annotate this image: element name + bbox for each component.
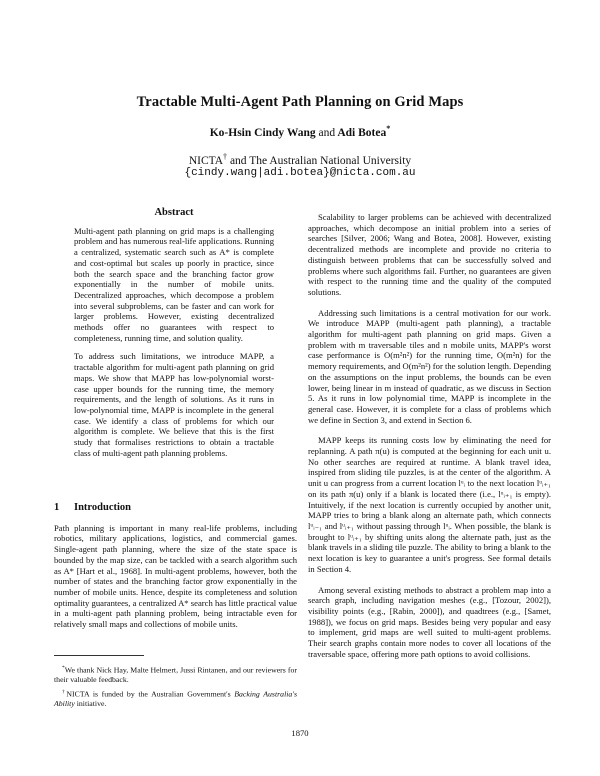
introduction-heading	[54, 503, 297, 514]
affiliation-nicta: NICTA	[188, 154, 224, 167]
affiliation	[0, 152, 600, 167]
right-paragraph-2: Addressing such limitations is a central motivation for our work. We introduce MAPP (multi-agent path planning), a tractable algorithm for multi-agent path planning on grid maps. Given a problem with m traversable tiles and n mobile units, MAPP's worst case performance is O(m²n²) for the running time, O(m²n) for the memory requirements, and O(m²n²) for the solution length. Depending on the assumptions on the input problems, the bounds can be even lower, being linear in m instead of quadratic, as we discuss in Section 5. As it runs in low polynomial time, MAPP is incomplete in the general case. However, it is complete for a class of problems which we define in Section 3, and extend in Section 6.	[308, 307, 551, 425]
introduction-section	[54, 503, 297, 630]
section-title: Introduction	[74, 502, 131, 513]
introduction-paragraph-1: Path planning is important in many real-life problems, including robotics, military applications, logistics, and commercial games. Single-agent path planning, where the size of the state space is bounded by the map size, can be tackled with a search algorithm such as A* [Hart et al., 1968]. In multi-agent problems, however, both the number of states and the branching factor grow exponentially in the number of mobile units. Hence, despite its completeness and solution optimality guarantees, a centralized A* search has little practical value in a multi-agent path planning problem, being intractable even for relatively small maps and collections of mobile units.	[54, 522, 297, 630]
affiliation-rest: and The Australian National University	[227, 154, 412, 167]
abstract-paragraph-2: To address such limitations, we introduce MAPP, a tractable algorithm for multi-agent path planning on grid maps. We show that MAPP has low-polynomial worst-case upper bounds for the running time, the memory requirements, and the length of solutions. As it runs in low-polynomial time, MAPP is incomplete in the general case. We identify a class of problems for which our algorithm is complete. We believe that this is the first study that formalises restrictions to obtain a tractable class of multi-agent path planning problems.	[74, 351, 274, 458]
footnote-2-emphasis: Backing Australia's Ability	[54, 689, 297, 708]
page-number: 1870	[291, 728, 309, 738]
author-2: Adi Botea	[337, 126, 387, 139]
footnote-rule	[54, 655, 144, 656]
right-paragraph-1: Scalability to larger problems can be achieved with decentralized approaches, which decompose an initial problem into a series of searches [Silver, 2006; Wang and Botea, 2008]. However, existing decentralized methods are incomplete and provide no criteria to distinguish between problems that can be successfully solved and problems where such algorithms fail. Further, no guarantees are given with respect to the running time and the quality of the computed solutions.	[308, 212, 551, 297]
section-number: 1	[54, 502, 60, 513]
abstract-paragraph-1: Multi-agent path planning on grid maps is a challenging problem and has numerous real-life applications. Running a centralized, systematic search such as A* is complete and cost-optimal but scales up poorly in practice, since both the search space and the branching factor grow exponentially in the number of mobile units. Decentralized approaches, which decompose a problem into several subproblems, can be faster and can work for larger problems. However, existing decentralized methods offer no guarantees with respect to completeness, running time, and solution quality.	[74, 225, 274, 343]
footnotes	[54, 655, 297, 712]
footnote-1-mark: *	[62, 665, 65, 671]
author-line	[0, 124, 600, 139]
affiliation-footnote-mark: †	[223, 152, 228, 161]
author-2-footnote-mark: *	[386, 124, 391, 133]
right-column	[308, 212, 551, 659]
footnote-2	[54, 688, 297, 709]
right-paragraph-4: Among several existing methods to abstract a problem map into a search graph, including navigation meshes (e.g., [Tozour, 2002]), visibility points (e.g., [Rabin, 2000]), and quadtrees (e.g., [Samet, 1988]), we focus on grid maps. Besides being very popular and easy to implement, grid maps are well suited to multi-agent problems. Their search graphs contain more nodes to cover all locations of the traversable space, offering more path options to avoid collisions.	[308, 584, 551, 659]
author-1: Ko-Hsin Cindy Wang	[209, 126, 316, 139]
footnote-2-mark: †	[62, 688, 67, 695]
abstract-section	[74, 208, 274, 458]
footnote-1	[54, 664, 297, 685]
paper-title: Tractable Multi-Agent Path Planning on Grid Maps	[136, 94, 464, 110]
footnote-1-text: We thank Nick Hay, Malte Helmert, Jussi Rintanen, and our reviewers for their valuable feedback.	[54, 665, 297, 685]
author-connector: and	[318, 126, 336, 139]
right-paragraph-3: MAPP keeps its running costs low by eliminating the need for replanning. A path π(u) is computed at the beginning for each unit u. No other searches are required at runtime. A blank travel idea, inspired from sliding tile puzzles, is at the center of the algorithm. A unit u can progress from a current location lᵘᵢ to the next location lᵘᵢ₊₁ on its path π(u) only if a blank is located there (i.e., lᵘᵢ₊₁ is empty). Intuitively, if the next location is currently occupied by another unit, MAPP tries to bring a blank along an alternate path, which connects lᵘᵢ₋₁ and lᵘᵢ₊₁ without passing through lᵘᵢ. When possible, the blank is brought to lᵘᵢ₊₁ by shifting units along the alternate path, just as the blank travels in a sliding tile puzzle. The ability to bring a blank to the next location is key to guarantee a unit's progress. See formal details in Section 4.	[308, 435, 551, 574]
footnote-2-text-a: NICTA is funded by the Australian Government's	[66, 689, 235, 699]
footnote-2-text-b: initiative.	[74, 698, 107, 708]
author-email: {cindy.wang|adi.botea}@nicta.com.au	[184, 167, 416, 179]
abstract-heading: Abstract	[154, 207, 194, 218]
